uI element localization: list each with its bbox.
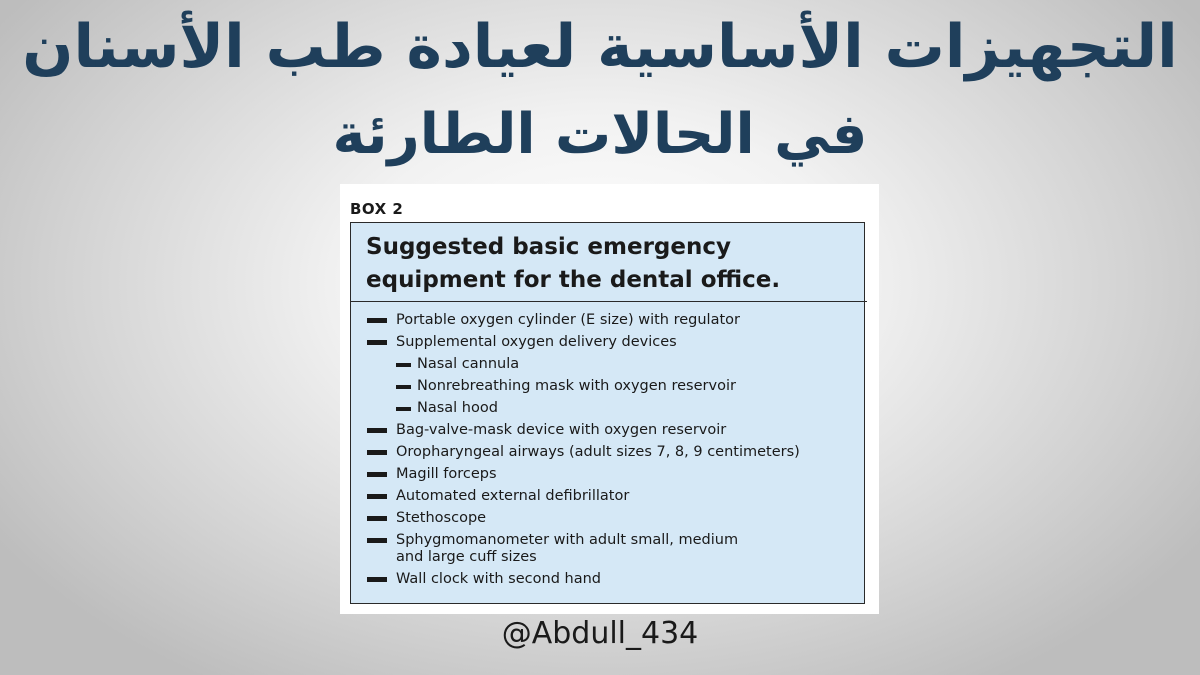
- dash-bullet-icon: [367, 340, 387, 345]
- list-item: [367, 532, 857, 566]
- box-heading: Suggested basic emergency equipment for the dental office.: [366, 234, 781, 293]
- list-item-text: Magill forceps: [396, 466, 497, 482]
- list-item-text: Sphygmomanometer with adult small, medium and large cuff sizes: [396, 532, 739, 565]
- list-item-text: Nonrebreathing mask with oxygen reservoir: [417, 378, 736, 394]
- dash-bullet-icon: [396, 385, 411, 389]
- dash-bullet-icon: [367, 318, 387, 323]
- page-title-line-2: في الحالات الطارئة: [332, 102, 868, 167]
- dash-bullet-icon: [367, 494, 387, 499]
- list-item: [367, 510, 857, 527]
- list-sub-item: [367, 356, 857, 373]
- list-item-text: Wall clock with second hand: [396, 571, 601, 587]
- page-title-line-1: التجهيزات الأساسية لعيادة طب الأسنان: [22, 12, 1178, 82]
- dash-bullet-icon: [367, 577, 387, 582]
- dash-bullet-icon: [367, 472, 387, 477]
- dash-bullet-icon: [367, 538, 387, 543]
- list-item-text: Automated external defibrillator: [396, 488, 630, 504]
- dash-bullet-icon: [396, 407, 411, 411]
- list-item-text: Supplemental oxygen delivery devices: [396, 334, 677, 350]
- dash-bullet-icon: [396, 363, 411, 367]
- list-item-text: Nasal hood: [417, 400, 498, 416]
- list-item: [367, 334, 857, 351]
- list-item: [367, 422, 857, 439]
- list-item: [367, 571, 857, 588]
- list-item-text: Nasal cannula: [417, 356, 520, 372]
- dash-bullet-icon: [367, 428, 387, 433]
- author-handle: @Abdull_434: [501, 616, 699, 651]
- box-divider: [350, 301, 867, 302]
- equipment-list: [367, 312, 857, 593]
- list-item-text: Bag-valve-mask device with oxygen reservoir: [396, 422, 727, 438]
- list-item: [367, 488, 857, 505]
- box-label: BOX 2: [350, 200, 404, 218]
- list-item-text: Stethoscope: [396, 510, 487, 526]
- list-item-text: Portable oxygen cylinder (E size) with regulator: [396, 312, 740, 328]
- dash-bullet-icon: [367, 516, 387, 521]
- equipment-box: [350, 222, 865, 604]
- list-item-text: Oropharyngeal airways (adult sizes 7, 8, 9 centimeters): [396, 444, 800, 460]
- list-item: [367, 466, 857, 483]
- list-sub-item: [367, 400, 857, 417]
- list-item: [367, 312, 857, 329]
- document-panel: [340, 184, 879, 614]
- dash-bullet-icon: [367, 450, 387, 455]
- list-sub-item: [367, 378, 857, 395]
- list-item: [367, 444, 857, 461]
